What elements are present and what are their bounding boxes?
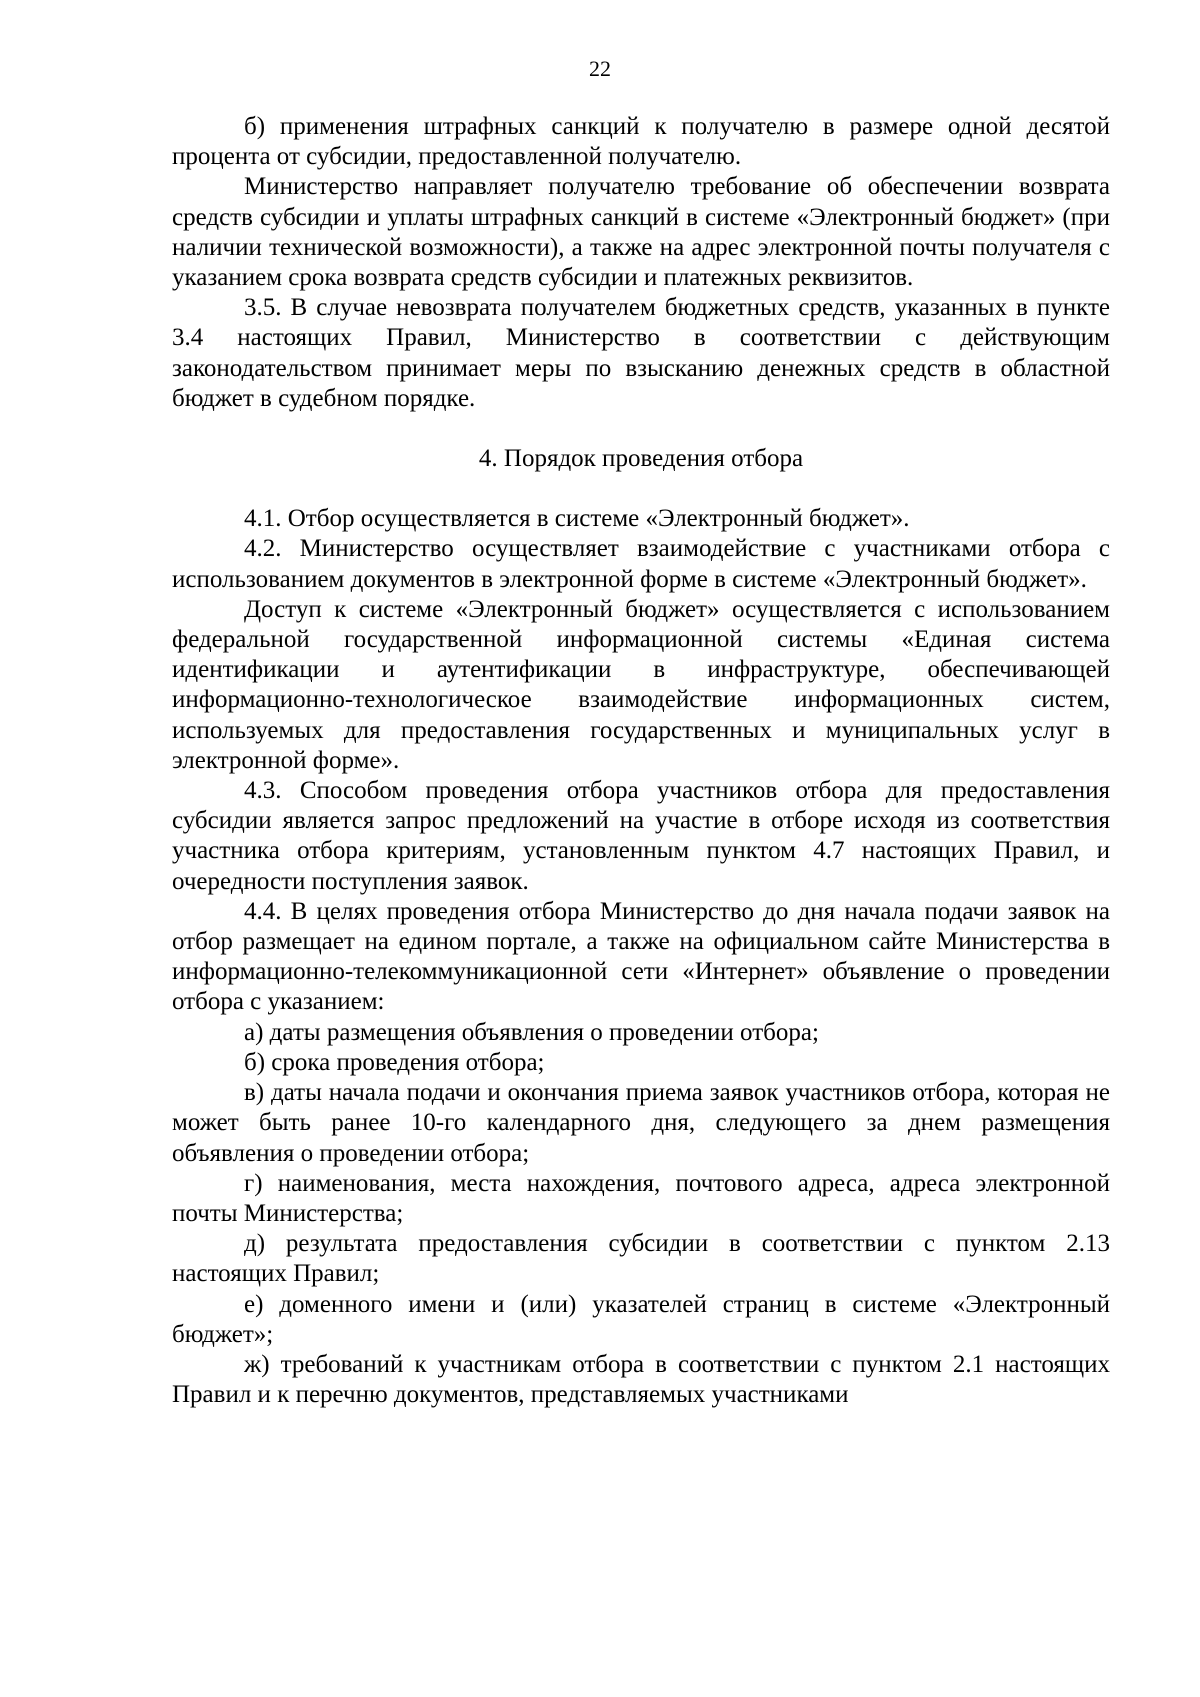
list-item-b: б) срока проведения отбора;: [244, 1048, 545, 1076]
paragraph-3-5: 3.5. В случае невозврата получателем бюджетных средств, указанных в пункте 3.4 настоящих Правил, Министерство в соответствии с действующим законодательством принимает меры по взысканию денежных средств в областной бюджет в судебном порядке.: [172, 294, 1110, 412]
paragraph-4-3: 4.3. Способом проведения отбора участников отбора для предоставления субсидии является запрос предложений на участие в отборе исходя из соответствия участника отбора критериям, установленным пунктом 4.7 настоящих Правил, и очередности поступления заявок.: [172, 777, 1110, 895]
list-item-v: в) даты начала подачи и окончания приема заявок участников отбора, которая не может быть ранее 10-го календарного дня, следующего за днем размещения объявления о проведении отбора;: [172, 1079, 1110, 1167]
paragraph-ministry-requirement: Министерство направляет получателю требование об обеспечении возврата средств субсидии и уплаты штрафных санкций в системе «Электронный бюджет» (при наличии технической возможности), а также на адрес электронной почты получателя с указанием срока возврата средств субсидии и платежных реквизитов.: [172, 173, 1110, 292]
list-item-d: д) результата предоставления субсидии в соответствии с пунктом 2.13 настоящих Правил;: [172, 1230, 1110, 1288]
paragraph-4-4: 4.4. В целях проведения отбора Министерство до дня начала подачи заявок на отбор размещает на едином портале, а также на официальном сайте Министерства в информационно-телекоммуникационной сети «Интернет» объявление о проведении отбора с указанием:: [172, 897, 1110, 1016]
list-item-a: а) даты размещения объявления о проведении отбора;: [244, 1018, 819, 1046]
list-item-e: е) доменного имени и (или) указателей страниц в системе «Электронный бюджет»;: [172, 1290, 1110, 1348]
paragraph-4-2: 4.2. Министерство осуществляет взаимодействие с участниками отбора с использованием документов в электронной форме в системе «Электронный бюджет».: [172, 535, 1110, 593]
document-body: [172, 112, 1110, 1410]
list-item-zh: ж) требований к участникам отбора в соответствии с пунктом 2.1 настоящих Правил и к перечню документов, представляемых участниками: [172, 1350, 1110, 1409]
page-number: 22: [589, 56, 611, 81]
paragraph-4-1: 4.1. Отбор осуществляется в системе «Электронный бюджет».: [244, 505, 910, 533]
section-heading: 4. Порядок проведения отбора: [478, 445, 804, 473]
list-item-g: г) наименования, места нахождения, почтового адреса, адреса электронной почты Министерства;: [172, 1169, 1110, 1227]
paragraph-item-b-penalties: б) применения штрафных санкций к получателю в размере одной десятой процента от субсидии, предоставленной получателю.: [172, 113, 1110, 171]
paragraph-access: Доступ к системе «Электронный бюджет» осуществляется с использованием федеральной государственной информационной системы «Единая система идентификации и аутентификации в инфраструктуре, обеспечивающей информационно-технологическое взаимодействие информационных систем, используемых для предоставления государственных и муниципальных услуг в электронной форме».: [172, 595, 1110, 774]
